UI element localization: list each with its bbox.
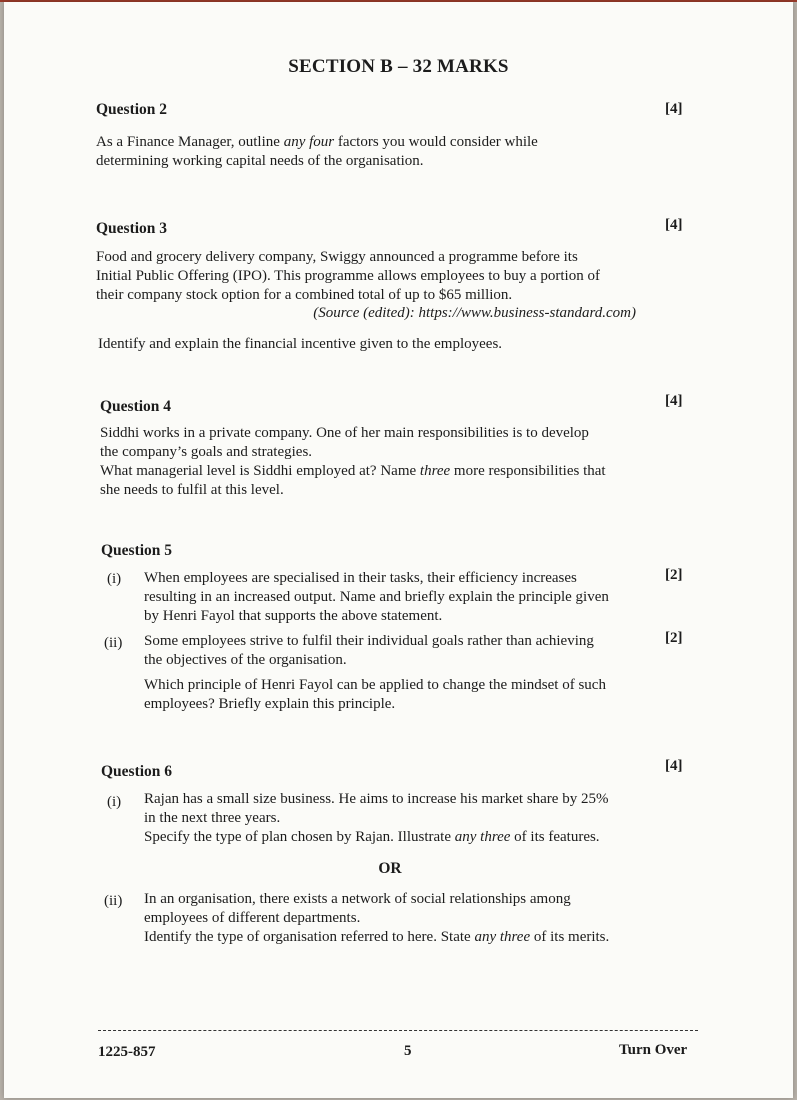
question-4-marks: [4] xyxy=(665,393,683,409)
question-3-task: Identify and explain the financial incentive given to the employees. xyxy=(98,336,503,352)
question-4-line-3: What managerial level is Siddhi employed at? Name three more responsibilities that xyxy=(100,463,606,479)
question-3-text xyxy=(96,248,636,305)
question-5-part-ii-marks: [2] xyxy=(665,630,683,646)
footer-divider xyxy=(98,1030,698,1031)
question-5-part-ii-label: (ii) xyxy=(104,635,123,651)
question-4-line-1: Siddhi works in a private company. One of her main responsibilities is to develop xyxy=(100,425,589,441)
section-title: SECTION B – 32 MARKS xyxy=(288,56,509,77)
footer-page-number: 5 xyxy=(404,1043,412,1059)
question-3-source: (Source (edited): https://www.business-standard.com) xyxy=(313,305,636,321)
question-3-marks: [4] xyxy=(665,217,683,233)
question-4-line-2: the company’s goals and strategies. xyxy=(100,444,313,460)
or-separator: OR xyxy=(378,860,402,877)
question-5-part-i-line-3: by Henri Fayol that supports the above statement. xyxy=(144,608,443,624)
question-5-part-i-text xyxy=(144,569,636,626)
question-6-part-i-line-2: in the next three years. xyxy=(144,810,281,826)
question-3-line-1: Food and grocery delivery company, Swiggy announced a programme before its xyxy=(96,249,578,265)
question-5-heading: Question 5 xyxy=(101,542,173,559)
question-6-part-ii-line-1: In an organisation, there exists a network of social relationships among xyxy=(144,891,571,907)
question-4-text xyxy=(100,424,640,500)
question-6-part-i-line-1: Rajan has a small size business. He aims to increase his market share by 25% xyxy=(144,791,609,807)
question-2-line-2: determining working capital needs of the organisation. xyxy=(96,153,424,169)
question-5-part-ii-line-1: Some employees strive to fulfil their individual goals rather than achieving xyxy=(144,633,594,649)
question-5-part-i-marks: [2] xyxy=(665,567,683,583)
question-5-part-i-label: (i) xyxy=(107,571,122,587)
question-3-line-2: Initial Public Offering (IPO). This programme allows employees to buy a portion of xyxy=(96,268,600,284)
question-6-part-i-line-3: Specify the type of plan chosen by Rajan. Illustrate any three of its features. xyxy=(144,829,600,845)
question-6-marks: [4] xyxy=(665,758,683,774)
question-4-line-4: she needs to fulfil at this level. xyxy=(100,482,284,498)
question-6-part-i-label: (i) xyxy=(107,794,122,810)
question-5-part-i-line-1: When employees are specialised in their tasks, their efficiency increases xyxy=(144,570,577,586)
question-4-heading: Question 4 xyxy=(100,398,172,415)
question-2-heading: Question 2 xyxy=(96,101,168,118)
question-6-part-ii-line-2: employees of different departments. xyxy=(144,910,361,926)
question-6-part-ii-text xyxy=(144,890,641,947)
exam-page xyxy=(4,2,793,1098)
question-5-part-i-line-2: resulting in an increased output. Name and briefly explain the principle given xyxy=(144,589,609,605)
question-2-line-1: As a Finance Manager, outline any four factors you would consider while xyxy=(96,134,538,150)
question-5-part-ii-line-2: the objectives of the organisation. xyxy=(144,652,347,668)
question-6-part-ii-line-3: Identify the type of organisation referred to here. State any three of its merits. xyxy=(144,929,610,945)
question-5-part-ii-text xyxy=(144,632,636,714)
question-6-part-i-text xyxy=(144,790,641,847)
question-6-part-ii-label: (ii) xyxy=(104,893,123,909)
question-5-part-ii-line-3: Which principle of Henri Fayol can be applied to change the mindset of such xyxy=(144,677,606,693)
question-2-marks: [4] xyxy=(665,101,683,117)
footer-turn-over: Turn Over xyxy=(619,1042,688,1058)
footer-paper-code: 1225-857 xyxy=(98,1044,156,1060)
question-3-heading: Question 3 xyxy=(96,220,168,237)
question-6-heading: Question 6 xyxy=(101,763,173,780)
question-5-part-ii-line-4: employees? Briefly explain this principle. xyxy=(144,696,396,712)
question-3-line-3: their company stock option for a combined total of up to $65 million. xyxy=(96,287,513,303)
question-2-text xyxy=(96,133,636,171)
